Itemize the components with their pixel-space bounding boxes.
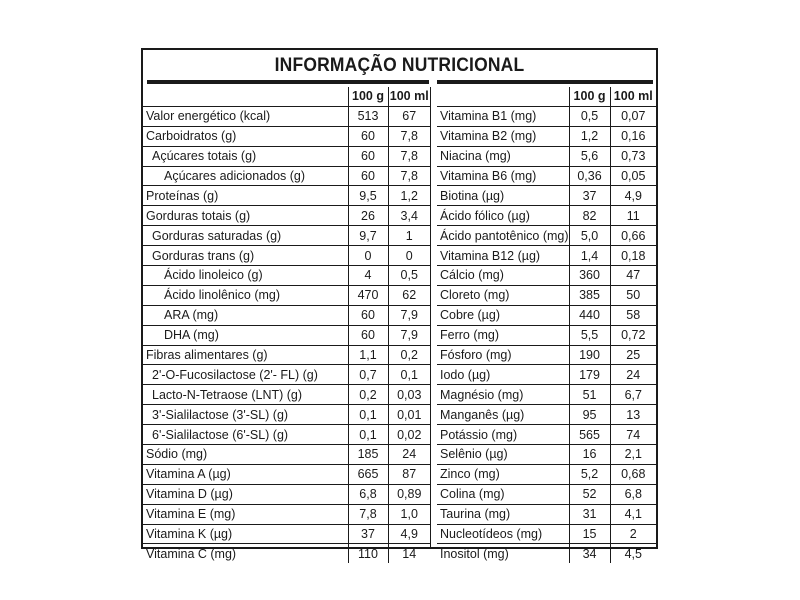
nutrient-name: Vitamina B2 (mg): [440, 129, 537, 144]
table-row: [143, 325, 430, 345]
value-per-100ml: 62: [388, 285, 430, 305]
value-per-100ml: 0,01: [388, 405, 430, 425]
nutrient-name: Carboidratos (g): [146, 129, 237, 144]
table-row: [143, 405, 430, 425]
nutrient-name: Potássio (mg): [440, 427, 518, 442]
per-100ml-header: 100 ml: [388, 87, 430, 106]
value-per-100ml: 7,9: [388, 305, 430, 325]
table-row: [143, 524, 430, 544]
table-row: [437, 206, 656, 226]
value-per-100ml: 4,9: [388, 524, 430, 544]
value-per-100ml: 0,1: [388, 365, 430, 385]
table-row: [143, 365, 430, 385]
table-row: [437, 305, 656, 325]
nutrient-name: Vitamina E (mg): [146, 507, 236, 522]
nutrient-name: Ácido linolênico (mg): [164, 288, 281, 303]
value-per-100ml: 67: [388, 106, 430, 126]
value-per-100ml: 1: [388, 226, 430, 246]
value-per-100g: 16: [569, 445, 610, 465]
value-per-100g: 5,2: [569, 464, 610, 484]
nutrient-name: Vitamina B6 (mg): [440, 169, 537, 183]
value-per-100g: 82: [569, 206, 610, 226]
value-per-100g: 15: [569, 524, 610, 544]
table-row: [437, 504, 656, 524]
table-row: [437, 186, 656, 206]
nutrition-table-left: [143, 87, 430, 563]
value-per-100ml: 0,2: [388, 345, 430, 365]
nutrient-name: Vitamina B12 (µg): [440, 248, 541, 263]
value-per-100ml: 1,0: [388, 504, 430, 524]
nutrient-name: Gorduras saturadas (g): [152, 228, 282, 243]
value-per-100g: 60: [348, 325, 388, 345]
table-row: [143, 246, 430, 266]
table-row: [437, 385, 656, 405]
nutrient-name: Colina (mg): [440, 487, 505, 502]
value-per-100ml: 0,73: [610, 146, 656, 166]
table-row: [143, 206, 430, 226]
nutrient-name: Iodo (µg): [440, 367, 491, 382]
value-per-100ml: 0,16: [610, 126, 656, 146]
nutrient-name: Ácido pantotênico (mg): [440, 228, 569, 243]
value-per-100g: 440: [569, 305, 610, 325]
per-100ml-header: 100 ml: [610, 87, 656, 106]
value-per-100ml: 3,4: [388, 206, 430, 226]
table-row: [437, 365, 656, 385]
nutrient-name: Sódio (mg): [146, 447, 208, 462]
table-header-row: [437, 87, 656, 106]
nutrient-name: Cobre (µg): [440, 308, 500, 323]
value-per-100ml: 0,72: [610, 325, 656, 345]
nutrient-column-header: [437, 87, 569, 106]
value-per-100ml: 4,9: [610, 186, 656, 206]
value-per-100g: 0,5: [569, 106, 610, 126]
nutrient-name: 3'-Sialilactose (3'-SL) (g): [152, 407, 289, 422]
nutrient-name: Açúcares adicionados (g): [164, 169, 306, 183]
value-per-100ml: 87: [388, 464, 430, 484]
value-per-100ml: 7,9: [388, 325, 430, 345]
value-per-100g: 565: [569, 425, 610, 445]
table-row: [143, 146, 430, 166]
nutrient-name: Lacto-N-Tetraose (LNT) (g): [152, 387, 303, 402]
value-per-100ml: 0,89: [388, 484, 430, 504]
table-row: [143, 226, 430, 246]
table-row: [437, 524, 656, 544]
table-row: [143, 266, 430, 286]
value-per-100g: 5,0: [569, 226, 610, 246]
value-per-100g: 60: [348, 166, 388, 186]
value-per-100g: 4: [348, 266, 388, 286]
value-per-100g: 95: [569, 405, 610, 425]
value-per-100ml: 2,1: [610, 445, 656, 465]
value-per-100ml: 0,18: [610, 246, 656, 266]
value-per-100g: 0,1: [348, 425, 388, 445]
value-per-100g: 1,1: [348, 345, 388, 365]
nutrient-name: Inositol (mg): [440, 546, 509, 561]
nutrient-name: ARA (mg): [164, 308, 219, 323]
table-row: [143, 385, 430, 405]
nutrient-name: Valor energético (kcal): [146, 109, 271, 124]
value-per-100g: 385: [569, 285, 610, 305]
table-row: [437, 445, 656, 465]
value-per-100ml: 7,8: [388, 126, 430, 146]
value-per-100g: 37: [569, 186, 610, 206]
value-per-100ml: 74: [610, 425, 656, 445]
table-row: [437, 246, 656, 266]
nutrient-name: Nucleotídeos (mg): [440, 527, 543, 542]
nutrient-name: Açúcares totais (g): [152, 149, 257, 164]
nutrient-name: Ácido fólico (µg): [440, 208, 530, 223]
nutrition-table-right: [437, 87, 656, 563]
value-per-100g: 179: [569, 365, 610, 385]
nutrient-name: Biotina (µg): [440, 188, 505, 203]
table-row: [437, 464, 656, 484]
value-per-100g: 60: [348, 146, 388, 166]
nutrient-name: Proteínas (g): [146, 188, 219, 203]
table-row: [143, 484, 430, 504]
value-per-100g: 0,1: [348, 405, 388, 425]
value-per-100ml: 0,07: [610, 106, 656, 126]
nutrient-name: Gorduras trans (g): [152, 248, 255, 263]
value-per-100ml: 4,1: [610, 504, 656, 524]
value-per-100g: 5,6: [569, 146, 610, 166]
value-per-100g: 34: [569, 544, 610, 563]
table-row: [437, 484, 656, 504]
nutrient-name: Ácido linoleico (g): [164, 268, 263, 283]
value-per-100g: 9,7: [348, 226, 388, 246]
table-row: [437, 345, 656, 365]
value-per-100ml: 11: [610, 206, 656, 226]
table-row: [143, 445, 430, 465]
value-per-100ml: 13: [610, 405, 656, 425]
nutrient-name: Manganês (µg): [440, 407, 525, 422]
nutrient-name: Gorduras totais (g): [146, 208, 251, 223]
table-row: [143, 544, 430, 563]
value-per-100g: 26: [348, 206, 388, 226]
nutrient-name: 6'-Sialilactose (6'-SL) (g): [152, 427, 289, 442]
value-per-100g: 0: [348, 246, 388, 266]
table-row: [143, 166, 430, 186]
table-body-right: [437, 87, 656, 563]
table-row: [143, 464, 430, 484]
value-per-100ml: 0,68: [610, 464, 656, 484]
nutrient-name: Selênio (µg): [440, 447, 508, 462]
table-row: [437, 425, 656, 445]
value-per-100ml: 7,8: [388, 166, 430, 186]
table-row: [143, 126, 430, 146]
value-per-100g: 0,36: [569, 166, 610, 186]
nutrient-name: Vitamina A (µg): [146, 467, 231, 482]
table-row: [143, 106, 430, 126]
table-divider: [430, 87, 431, 547]
value-per-100ml: 6,7: [610, 385, 656, 405]
nutrient-name: Vitamina K (µg): [146, 527, 233, 542]
nutrient-name: Magnésio (mg): [440, 387, 524, 402]
value-per-100ml: 4,5: [610, 544, 656, 563]
per-100g-header: 100 g: [569, 87, 610, 106]
table-row: [437, 405, 656, 425]
table-row: [143, 345, 430, 365]
nutrient-name: Fósforo (mg): [440, 348, 512, 363]
per-100g-header: 100 g: [348, 87, 388, 106]
nutrient-name: 2'-O-Fucosilactose (2'- FL) (g): [152, 367, 318, 382]
value-per-100ml: 0,03: [388, 385, 430, 405]
nutrient-name: Fibras alimentares (g): [146, 348, 268, 363]
value-per-100ml: 0,05: [610, 166, 656, 186]
table-row: [437, 226, 656, 246]
value-per-100g: 110: [348, 544, 388, 563]
table-body-left: [143, 87, 430, 563]
value-per-100g: 31: [569, 504, 610, 524]
table-row: [437, 106, 656, 126]
nutrition-facts-panel: [141, 48, 658, 561]
table-row: [143, 186, 430, 206]
nutrient-name: Cálcio (mg): [440, 268, 504, 283]
table-row: [437, 146, 656, 166]
table-row: [143, 504, 430, 524]
value-per-100g: 9,5: [348, 186, 388, 206]
value-per-100g: 1,4: [569, 246, 610, 266]
table-header-row: [143, 87, 430, 106]
value-per-100ml: 6,8: [610, 484, 656, 504]
title-rule-left: [147, 80, 429, 84]
value-per-100ml: 25: [610, 345, 656, 365]
value-per-100g: 52: [569, 484, 610, 504]
nutrition-title: INFORMAÇÃO NUTRICIONAL: [274, 55, 525, 76]
value-per-100ml: 58: [610, 305, 656, 325]
nutrient-name: Vitamina C (mg): [146, 546, 237, 561]
value-per-100ml: 2: [610, 524, 656, 544]
nutrient-name: Taurina (mg): [440, 507, 511, 522]
value-per-100g: 60: [348, 126, 388, 146]
value-per-100g: 665: [348, 464, 388, 484]
table-row: [437, 126, 656, 146]
nutrient-name: Cloreto (mg): [440, 288, 510, 303]
value-per-100ml: 0: [388, 246, 430, 266]
value-per-100g: 5,5: [569, 325, 610, 345]
table-row: [143, 425, 430, 445]
value-per-100ml: 14: [388, 544, 430, 563]
nutrient-name: Vitamina D (µg): [146, 487, 233, 502]
value-per-100g: 6,8: [348, 484, 388, 504]
value-per-100ml: 24: [388, 445, 430, 465]
value-per-100ml: 0,66: [610, 226, 656, 246]
table-row: [437, 325, 656, 345]
value-per-100g: 513: [348, 106, 388, 126]
table-row: [437, 285, 656, 305]
nutrient-name: Niacina (mg): [440, 149, 511, 164]
value-per-100g: 470: [348, 285, 388, 305]
table-row: [437, 166, 656, 186]
value-per-100g: 51: [569, 385, 610, 405]
nutrient-name: DHA (mg): [164, 328, 219, 343]
value-per-100ml: 7,8: [388, 146, 430, 166]
value-per-100g: 37: [348, 524, 388, 544]
value-per-100ml: 0,02: [388, 425, 430, 445]
value-per-100ml: 1,2: [388, 186, 430, 206]
nutrient-name: Vitamina B1 (mg): [440, 109, 537, 124]
value-per-100g: 185: [348, 445, 388, 465]
value-per-100g: 0,2: [348, 385, 388, 405]
value-per-100ml: 0,5: [388, 266, 430, 286]
nutrient-name: Zinco (mg): [440, 467, 500, 482]
value-per-100ml: 24: [610, 365, 656, 385]
value-per-100ml: 47: [610, 266, 656, 286]
table-row: [143, 285, 430, 305]
value-per-100g: 0,7: [348, 365, 388, 385]
table-row: [437, 544, 656, 563]
value-per-100g: 60: [348, 305, 388, 325]
value-per-100g: 7,8: [348, 504, 388, 524]
value-per-100ml: 50: [610, 285, 656, 305]
table-row: [437, 266, 656, 286]
value-per-100g: 360: [569, 266, 610, 286]
table-row: [143, 305, 430, 325]
value-per-100g: 190: [569, 345, 610, 365]
nutrient-column-header: [143, 87, 348, 106]
value-per-100g: 1,2: [569, 126, 610, 146]
nutrient-name: Ferro (mg): [440, 328, 500, 343]
title-rule-right: [437, 80, 653, 84]
